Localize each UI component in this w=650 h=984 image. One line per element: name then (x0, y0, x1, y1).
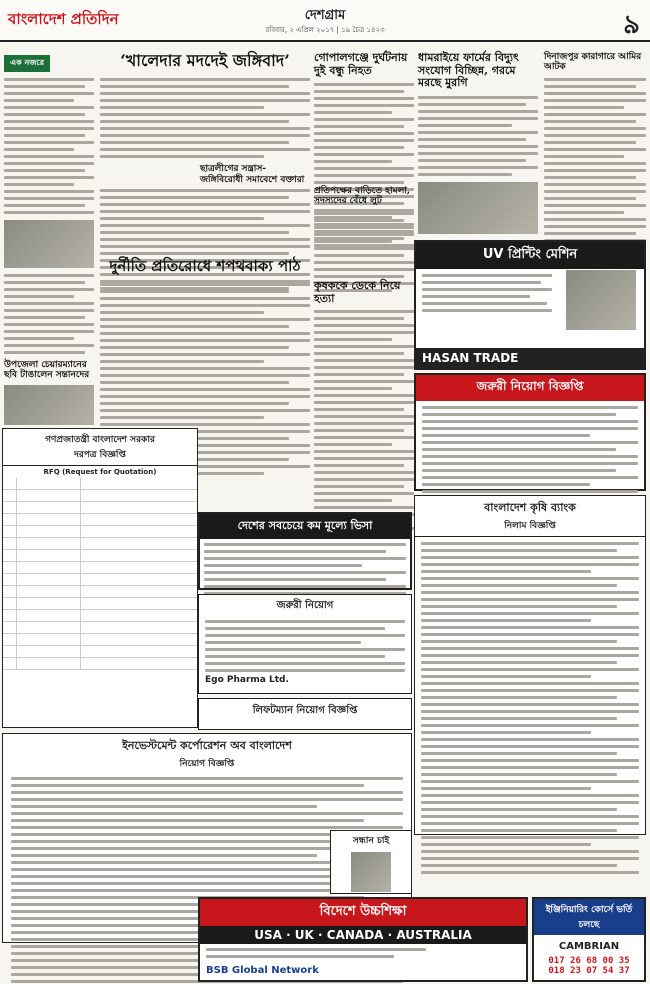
tender-org: গণপ্রজাতন্ত্রী বাংলাদেশ সরকার (45, 435, 155, 445)
engineering-phone-2: 018 23 07 54 37 (548, 966, 630, 976)
missing-person-photo (351, 852, 391, 892)
engineering-admission-ad (532, 897, 646, 982)
section-title: দেশগ্রাম (304, 8, 346, 23)
liftman-notice: লিফটম্যান নিয়োগ বিজ্ঞপ্তি (198, 698, 412, 730)
brand-logo: বাংলাদেশ প্রতিদিন (8, 10, 119, 28)
missing-person-ad (330, 830, 412, 894)
engineering-title: ইঞ্জিনিয়ারিং কোর্সে ভর্তি চলছে (534, 899, 644, 935)
higher-education-ad (198, 897, 528, 982)
main-subheadline: ছাত্রলীগের সন্ত্রাস-জঙ্গিবিরোধী সমাবেশে বক্তারা (200, 164, 305, 185)
brief-photo (4, 220, 94, 268)
masthead (0, 0, 650, 42)
tender-notice (2, 428, 198, 728)
corruption-headline: দুর্নীতি প্রতিরোধে শপথবাক্য পাঠ (109, 257, 301, 275)
uv-printing-ad (414, 240, 646, 370)
missing-title: সন্ধান চাই (352, 836, 390, 846)
dinajpur-headline: দিনাজপুর কারাগারে আমির আটক (544, 52, 642, 73)
main-headline: ‘খালেদার মদদেই জঙ্গিবাদ’ (120, 51, 290, 70)
urgent-hiring-notice (198, 594, 412, 694)
dinajpur-story (544, 52, 646, 242)
section-tag: এক নজরে (4, 55, 50, 72)
upazila-photo (4, 385, 94, 425)
icb-subtitle: নিয়োগ বিজ্ঞপ্তি (179, 759, 235, 769)
recruitment-ad (414, 373, 646, 491)
krishi-bank-title: বাংলাদেশ কৃষি ব্যাংক (484, 501, 576, 514)
poultry-photo (418, 182, 538, 234)
icb-title: ইনভেস্টমেন্ট কর্পোরেশন অব বাংলাদেশ (122, 739, 292, 752)
hasan-trade-brand: HASAN TRADE (416, 348, 644, 368)
cambrian-brand: CAMBRIAN (558, 941, 620, 952)
higher-education-title: বিদেশে উচ্চশিক্ষা (200, 899, 526, 926)
attack-story (314, 186, 414, 292)
farmer-headline: কৃষককে ডেকে নিয়ে হত্যা (314, 279, 401, 305)
tender-title: দরপত্র বিজ্ঞপ্তি (74, 450, 126, 460)
gopalganj-headline: গোপালগঞ্জে দুর্ঘটনায় দুই বন্ধু নিহত (314, 51, 408, 77)
visa-ad-title: দেশের সবচেয়ে কম মূল্যে ভিসা (200, 514, 410, 539)
dhamrai-headline: ধামরাইয়ে ফার্মের বিদ্যুৎ সংযোগ বিচ্ছিন্ন, গরমে মরছে মুরগি (418, 51, 519, 90)
recruitment-title: জরুরী নিয়োগ বিজ্ঞপ্তি (416, 375, 644, 401)
tender-rfq: RFQ (Request for Quotation) (43, 468, 157, 476)
farmer-story (314, 280, 414, 530)
issue-date: রবিবার, ২ এপ্রিল ২০১৭ | ১৯ চৈত্র ১৪২৩ (265, 26, 385, 34)
krishi-bank-subtitle: নিলাম বিজ্ঞপ্তি (504, 521, 556, 531)
attack-headline: প্রতিপক্ষের বাড়িতে হামলা, সদস্যদের বেঁধে লুট (314, 186, 411, 207)
ego-pharma-logo: Ego Pharma Ltd. (205, 675, 289, 685)
countries-banner: USA · UK · CANADA · AUSTRALIA (200, 926, 526, 944)
urgent-hiring-title: জরুরী নিয়োগ (276, 600, 334, 611)
main-story (100, 52, 310, 290)
visa-ad (198, 512, 412, 590)
dhamrai-story (418, 52, 538, 234)
printer-photo (566, 270, 636, 330)
upazila-headline: উপজেলা চেয়ারম্যানের ছবি টাঙালেন সন্তানদের (4, 360, 90, 381)
krishi-bank-notice (414, 495, 646, 835)
engineering-phone-1: 017 26 68 00 35 (548, 956, 630, 966)
page-number: ৯ (623, 10, 640, 40)
bsb-brand: BSB Global Network (206, 965, 319, 976)
uv-ad-title: UV প্রিন্টিং মেশিন (416, 242, 644, 269)
